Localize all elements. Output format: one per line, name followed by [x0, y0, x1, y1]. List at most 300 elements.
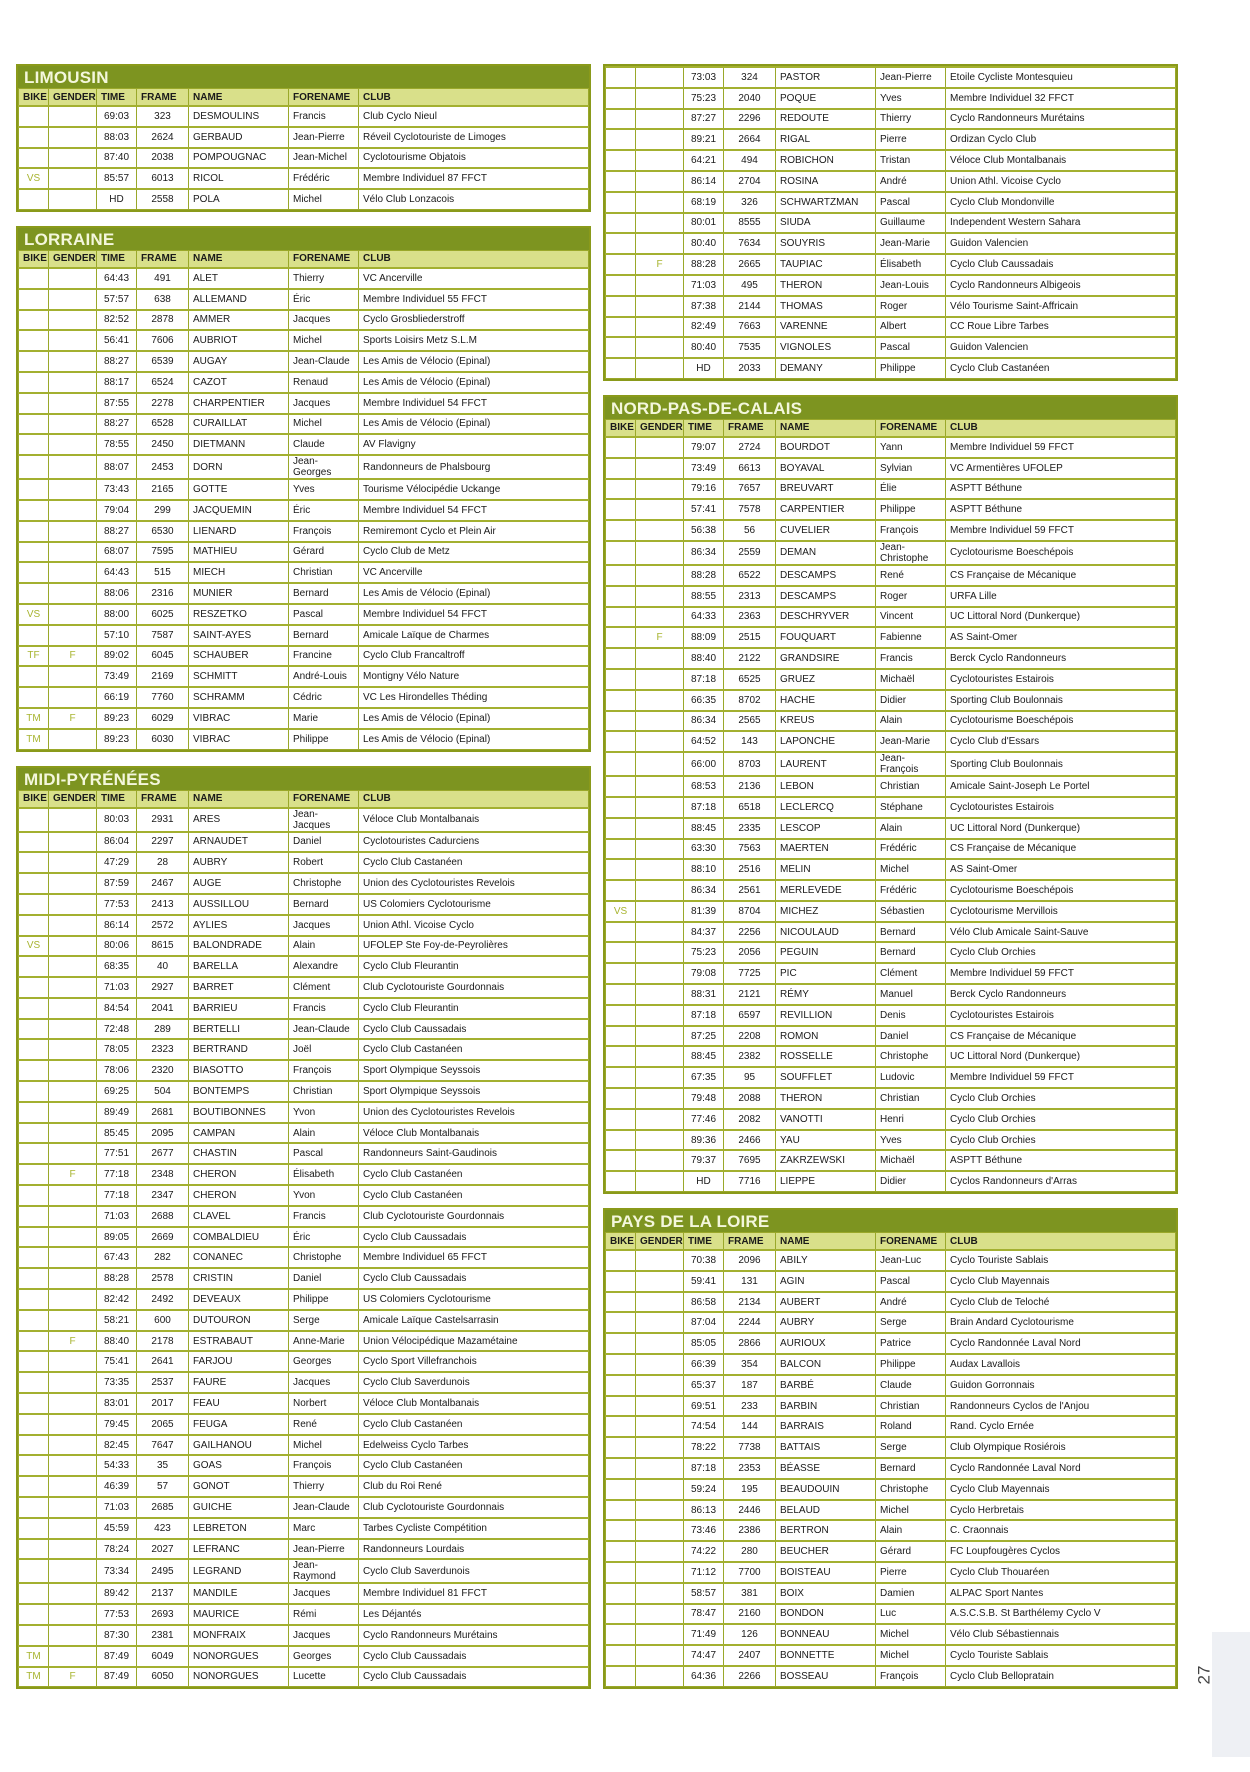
frame-cell: 2041 — [137, 998, 189, 1019]
time-cell: 77:51 — [97, 1143, 137, 1164]
table-row — [19, 646, 589, 667]
gender-cell — [49, 1476, 97, 1497]
forename-cell: Clément — [289, 977, 359, 998]
frame-cell: 2208 — [724, 1026, 776, 1047]
name-cell: ZAKRZEWSKI — [776, 1150, 876, 1171]
frame-cell: 6030 — [137, 729, 189, 749]
gender-cell — [49, 330, 97, 351]
club-cell: Amicale Saint-Joseph Le Portel — [946, 776, 1176, 797]
forename-cell: Jean-Louis — [876, 275, 946, 296]
time-cell: 86:34 — [684, 880, 724, 901]
gender-cell — [636, 1458, 684, 1479]
forename-cell: Sébastien — [876, 901, 946, 922]
club-cell: Membre Individuel 59 FFCT — [946, 1067, 1176, 1088]
table-row — [606, 818, 1176, 839]
time-cell: 75:41 — [97, 1351, 137, 1372]
time-cell: 79:16 — [684, 479, 724, 500]
frame-cell: 57 — [137, 1476, 189, 1497]
name-cell: LEBON — [776, 776, 876, 797]
table-row — [606, 337, 1176, 358]
club-cell: Cyclo Club Thouaréen — [946, 1562, 1176, 1583]
frame-cell: 144 — [724, 1416, 776, 1437]
bike-cell — [606, 731, 636, 752]
forename-cell: Jacques — [289, 310, 359, 331]
name-cell: ROBICHON — [776, 150, 876, 171]
name-cell: BARRET — [189, 977, 289, 998]
gender-cell — [636, 1333, 684, 1354]
frame-cell: 7647 — [137, 1435, 189, 1456]
frame-cell: 6525 — [724, 669, 776, 690]
forename-cell: Christophe — [289, 1247, 359, 1268]
bike-cell — [606, 1479, 636, 1500]
frame-cell: 638 — [137, 289, 189, 310]
name-cell: BONNEAU — [776, 1624, 876, 1645]
gender-cell — [636, 1109, 684, 1130]
frame-cell: 2038 — [137, 148, 189, 169]
name-cell: BÉASSE — [776, 1458, 876, 1479]
time-cell: 81:39 — [684, 901, 724, 922]
forename-cell: Didier — [876, 690, 946, 711]
name-cell: BONNETTE — [776, 1645, 876, 1666]
name-cell: BATTAIS — [776, 1437, 876, 1458]
gender-cell — [49, 1247, 97, 1268]
column-header-time: TIME — [684, 1233, 724, 1251]
forename-cell: Alain — [876, 711, 946, 732]
table-row — [19, 1247, 589, 1268]
frame-cell: 323 — [137, 106, 189, 127]
time-cell: 84:37 — [684, 922, 724, 943]
time-cell: 70:38 — [684, 1250, 724, 1271]
time-cell: 54:33 — [97, 1455, 137, 1476]
club-cell: Véloce Club Montalbanais — [359, 808, 589, 832]
frame-cell: 2096 — [724, 1250, 776, 1271]
time-cell: 88:10 — [684, 859, 724, 880]
frame-cell: 2386 — [724, 1520, 776, 1541]
bike-cell — [606, 711, 636, 732]
name-cell: SCHWARTZMAN — [776, 192, 876, 213]
frame-cell: 2572 — [137, 915, 189, 936]
gender-cell — [636, 859, 684, 880]
bike-cell — [19, 832, 49, 853]
bike-cell — [606, 541, 636, 565]
gender-cell — [636, 839, 684, 860]
frame-cell: 2160 — [724, 1604, 776, 1625]
forename-cell: Michaël — [876, 1150, 946, 1171]
bike-cell — [19, 583, 49, 604]
frame-cell: 187 — [724, 1375, 776, 1396]
name-cell: VIGNOLES — [776, 337, 876, 358]
name-cell: BARELLA — [189, 956, 289, 977]
gender-cell — [636, 922, 684, 943]
table-row — [19, 1518, 589, 1539]
table-row — [606, 1541, 1176, 1562]
frame-cell: 2878 — [137, 310, 189, 331]
frame-cell: 2450 — [137, 434, 189, 455]
frame-cell: 8555 — [724, 213, 776, 234]
club-cell: Cyclo Club Castanéen — [359, 1414, 589, 1435]
column-header-frame: FRAME — [724, 1233, 776, 1251]
bike-cell — [19, 1372, 49, 1393]
time-cell: 69:03 — [97, 106, 137, 127]
name-cell: ABILY — [776, 1250, 876, 1271]
time-cell: 86:04 — [97, 832, 137, 853]
table-row — [19, 852, 589, 873]
column-header-club: CLUB — [946, 1233, 1176, 1251]
club-cell: Ordizan Cyclo Club — [946, 129, 1176, 150]
gender-cell — [49, 1019, 97, 1040]
name-cell: DIETMANN — [189, 434, 289, 455]
frame-cell: 2347 — [137, 1185, 189, 1206]
bike-cell — [19, 1331, 49, 1352]
time-cell: 86:14 — [97, 915, 137, 936]
club-cell: Membre Individuel 65 FFCT — [359, 1247, 589, 1268]
region-nord-pas-de-calais — [603, 395, 1178, 1194]
club-cell: Cyclo Randonneurs Murétains — [946, 109, 1176, 130]
name-cell: BONDON — [776, 1604, 876, 1625]
name-cell: MATHIEU — [189, 542, 289, 563]
frame-cell: 324 — [724, 67, 776, 88]
gender-cell — [636, 1437, 684, 1458]
table-row — [606, 839, 1176, 860]
name-cell: DESCAMPS — [776, 586, 876, 607]
time-cell: HD — [684, 358, 724, 378]
frame-cell: 233 — [724, 1396, 776, 1417]
club-cell: Les Déjantés — [359, 1604, 589, 1625]
forename-cell: Albert — [876, 317, 946, 338]
bike-cell — [19, 1455, 49, 1476]
frame-cell: 126 — [724, 1624, 776, 1645]
name-cell: MICHEZ — [776, 901, 876, 922]
frame-cell: 7535 — [724, 337, 776, 358]
table-row — [19, 1164, 589, 1185]
forename-cell: Michel — [876, 1624, 946, 1645]
forename-cell: Serge — [289, 1310, 359, 1331]
forename-cell: Lucette — [289, 1667, 359, 1687]
table-row — [19, 936, 589, 957]
table-row — [606, 109, 1176, 130]
gender-cell — [636, 1396, 684, 1417]
name-cell: NICOULAUD — [776, 922, 876, 943]
name-cell: LECLERCQ — [776, 797, 876, 818]
name-cell: BREUVART — [776, 479, 876, 500]
table-row — [606, 607, 1176, 628]
bike-cell — [19, 977, 49, 998]
forename-cell: Yves — [289, 479, 359, 500]
name-cell: BELAUD — [776, 1500, 876, 1521]
gender-cell — [49, 1393, 97, 1414]
time-cell: 72:48 — [97, 1019, 137, 1040]
name-cell: MIECH — [189, 562, 289, 583]
club-cell: Cyclo Club Caussadais — [359, 1667, 589, 1687]
bike-cell — [606, 1396, 636, 1417]
bike-cell — [606, 1005, 636, 1026]
gender-cell — [49, 894, 97, 915]
gender-cell — [636, 1416, 684, 1437]
gender-cell — [636, 479, 684, 500]
frame-cell: 2466 — [724, 1130, 776, 1151]
frame-cell: 195 — [724, 1479, 776, 1500]
name-cell: BIASOTTO — [189, 1060, 289, 1081]
club-cell: Cyclo Club Castanéen — [359, 1164, 589, 1185]
gender-cell — [49, 1518, 97, 1539]
bike-cell — [606, 1109, 636, 1130]
club-cell: Club Cyclo Nieul — [359, 106, 589, 127]
table-row — [606, 1005, 1176, 1026]
name-cell: ALLEMAND — [189, 289, 289, 310]
gender-cell — [636, 1312, 684, 1333]
club-cell: Cyclo Club Saverdunois — [359, 1559, 589, 1583]
bike-cell — [606, 275, 636, 296]
gender-cell — [636, 669, 684, 690]
bike-cell: TM — [19, 1667, 49, 1687]
forename-cell: Pierre — [876, 1562, 946, 1583]
frame-cell: 282 — [137, 1247, 189, 1268]
club-cell: Cyclo Randonneurs Albigeois — [946, 275, 1176, 296]
table-row — [19, 168, 589, 189]
frame-cell: 8702 — [724, 690, 776, 711]
forename-cell: Jean-Pierre — [876, 67, 946, 88]
name-cell: BALONDRADE — [189, 936, 289, 957]
club-cell: Vélo Tourisme Saint-Affricain — [946, 296, 1176, 317]
forename-cell: Alain — [289, 1123, 359, 1144]
name-cell: CLAVEL — [189, 1206, 289, 1227]
time-cell: 87:18 — [684, 797, 724, 818]
gender-cell: F — [49, 1164, 97, 1185]
bike-cell — [606, 88, 636, 109]
gender-cell — [636, 1583, 684, 1604]
gender-cell — [49, 873, 97, 894]
table-row — [19, 808, 589, 832]
time-cell: 88:40 — [97, 1331, 137, 1352]
frame-cell: 2446 — [724, 1500, 776, 1521]
time-cell: 88:27 — [97, 521, 137, 542]
frame-cell: 2169 — [137, 666, 189, 687]
time-cell: 58:21 — [97, 1310, 137, 1331]
gender-cell — [49, 1646, 97, 1667]
forename-cell: Éric — [289, 500, 359, 521]
table-row — [606, 458, 1176, 479]
name-cell: DUTOURON — [189, 1310, 289, 1331]
gender-cell — [636, 458, 684, 479]
club-cell: Club Cyclotouriste Gourdonnais — [359, 1497, 589, 1518]
bike-cell — [19, 500, 49, 521]
time-cell: 68:35 — [97, 956, 137, 977]
table-row — [19, 1331, 589, 1352]
name-cell: HACHE — [776, 690, 876, 711]
name-cell: BARRAIS — [776, 1416, 876, 1437]
club-cell: A.S.C.S.B. St Barthélemy Cyclo V — [946, 1604, 1176, 1625]
forename-cell: Philippe — [876, 499, 946, 520]
time-cell: 69:25 — [97, 1081, 137, 1102]
gender-cell — [49, 289, 97, 310]
name-cell: LEBRETON — [189, 1518, 289, 1539]
frame-cell: 2693 — [137, 1604, 189, 1625]
column-header-gender: GENDER — [49, 250, 97, 268]
name-cell: BOUTIBONNES — [189, 1102, 289, 1123]
time-cell: 58:57 — [684, 1583, 724, 1604]
club-cell: VC Ancerville — [359, 562, 589, 583]
name-cell: AUSSILLOU — [189, 894, 289, 915]
forename-cell: François — [289, 521, 359, 542]
frame-cell: 2313 — [724, 586, 776, 607]
page-number: 27 — [1194, 1665, 1214, 1685]
gender-cell — [636, 192, 684, 213]
frame-cell: 2278 — [137, 393, 189, 414]
time-cell: 79:37 — [684, 1150, 724, 1171]
column-header-bike: BIKE — [19, 89, 49, 107]
name-cell: BARBIN — [776, 1396, 876, 1417]
table-row — [19, 625, 589, 646]
club-cell: CS Française de Mécanique — [946, 1026, 1176, 1047]
table-row — [606, 627, 1176, 648]
time-cell: 75:23 — [684, 942, 724, 963]
name-cell: CONANEC — [189, 1247, 289, 1268]
frame-cell: 40 — [137, 956, 189, 977]
club-cell: Rand. Cyclo Ernée — [946, 1416, 1176, 1437]
gender-cell — [49, 434, 97, 455]
gender-cell — [49, 1289, 97, 1310]
frame-cell: 2320 — [137, 1060, 189, 1081]
time-cell: 88:28 — [684, 565, 724, 586]
forename-cell: Jean-Pierre — [289, 127, 359, 148]
gender-cell — [636, 1520, 684, 1541]
frame-cell: 7587 — [137, 625, 189, 646]
region-title: LORRAINE — [18, 228, 589, 250]
gender-cell — [49, 500, 97, 521]
results-table — [18, 88, 589, 210]
gender-cell — [636, 337, 684, 358]
table-row — [19, 666, 589, 687]
table-row — [19, 1539, 589, 1560]
forename-cell: Francis — [876, 648, 946, 669]
bike-cell — [19, 1081, 49, 1102]
frame-cell: 7606 — [137, 330, 189, 351]
bike-cell — [606, 233, 636, 254]
club-cell: Cyclo Club Caussadais — [359, 1646, 589, 1667]
forename-cell: Christophe — [876, 1479, 946, 1500]
club-cell: ASPTT Béthune — [946, 1150, 1176, 1171]
club-cell: Membre Individuel 59 FFCT — [946, 963, 1176, 984]
name-cell: GRUEZ — [776, 669, 876, 690]
frame-cell: 8704 — [724, 901, 776, 922]
time-cell: 68:07 — [97, 542, 137, 563]
table-row — [19, 268, 589, 289]
table-row — [606, 1458, 1176, 1479]
gender-cell: F — [49, 708, 97, 729]
table-row — [19, 873, 589, 894]
name-cell: SCHAUBER — [189, 646, 289, 667]
name-cell: FEAU — [189, 1393, 289, 1414]
table-row — [606, 901, 1176, 922]
time-cell: 87:18 — [684, 669, 724, 690]
gender-cell — [636, 1088, 684, 1109]
time-cell: 87:59 — [97, 873, 137, 894]
forename-cell: Serge — [876, 1312, 946, 1333]
bike-cell — [19, 542, 49, 563]
bike-cell — [19, 1393, 49, 1414]
frame-cell: 6597 — [724, 1005, 776, 1026]
forename-cell: Ludovic — [876, 1067, 946, 1088]
frame-cell: 6522 — [724, 565, 776, 586]
column-header-forename: FORENAME — [876, 419, 946, 437]
forename-cell: Jean-Jacques — [289, 808, 359, 832]
club-cell: Membre Individuel 32 FFCT — [946, 88, 1176, 109]
gender-cell — [636, 1250, 684, 1271]
gender-cell — [636, 1130, 684, 1151]
club-cell: Cyclotourisme Boeschépois — [946, 541, 1176, 565]
name-cell: BALCON — [776, 1354, 876, 1375]
table-row — [19, 1123, 589, 1144]
club-cell: ASPTT Béthune — [946, 479, 1176, 500]
club-cell: CS Française de Mécanique — [946, 839, 1176, 860]
gender-cell — [49, 1310, 97, 1331]
time-cell: 77:46 — [684, 1109, 724, 1130]
table-row — [606, 859, 1176, 880]
gender-cell — [636, 541, 684, 565]
table-row — [606, 1088, 1176, 1109]
club-cell: Cyclotouristes Estairois — [946, 797, 1176, 818]
club-cell: US Colomiers Cyclotourisme — [359, 1289, 589, 1310]
forename-cell: Élisabeth — [876, 254, 946, 275]
frame-cell: 423 — [137, 1518, 189, 1539]
time-cell: 79:48 — [684, 1088, 724, 1109]
bike-cell — [606, 213, 636, 234]
frame-cell: 2353 — [724, 1458, 776, 1479]
forename-cell: Roland — [876, 1416, 946, 1437]
club-cell: Membre Individuel 59 FFCT — [946, 437, 1176, 458]
time-cell: 74:22 — [684, 1541, 724, 1562]
forename-cell: Marc — [289, 1518, 359, 1539]
frame-cell: 7700 — [724, 1562, 776, 1583]
time-cell: 63:30 — [684, 839, 724, 860]
time-cell: 79:08 — [684, 963, 724, 984]
bike-cell — [606, 520, 636, 541]
table-row — [19, 351, 589, 372]
club-cell: Union des Cyclotouristes Revelois — [359, 1102, 589, 1123]
forename-cell: Michel — [876, 859, 946, 880]
bike-cell — [19, 1518, 49, 1539]
name-cell: CHASTIN — [189, 1143, 289, 1164]
column-header-gender: GENDER — [49, 790, 97, 808]
column-header-frame: FRAME — [137, 790, 189, 808]
gender-cell — [636, 1067, 684, 1088]
gender-cell — [49, 1455, 97, 1476]
frame-cell: 6613 — [724, 458, 776, 479]
bike-cell — [606, 1583, 636, 1604]
club-cell: VC Les Hirondelles Théding — [359, 687, 589, 708]
gender-cell — [636, 88, 684, 109]
gender-cell — [636, 1171, 684, 1191]
frame-cell: 2178 — [137, 1331, 189, 1352]
time-cell: 64:36 — [684, 1666, 724, 1686]
name-cell: POLA — [189, 189, 289, 209]
gender-cell — [49, 666, 97, 687]
forename-cell: Serge — [876, 1437, 946, 1458]
frame-cell: 495 — [724, 275, 776, 296]
forename-cell: Pascal — [289, 604, 359, 625]
gender-cell — [49, 832, 97, 853]
name-cell: KREUS — [776, 711, 876, 732]
forename-cell: Yvon — [289, 1102, 359, 1123]
bike-cell — [606, 296, 636, 317]
frame-cell: 2088 — [724, 1088, 776, 1109]
table-row — [19, 1289, 589, 1310]
bike-cell — [606, 171, 636, 192]
table-row — [606, 317, 1176, 338]
forename-cell: François — [876, 1666, 946, 1686]
forename-cell: Bernard — [289, 583, 359, 604]
name-cell: GOAS — [189, 1455, 289, 1476]
